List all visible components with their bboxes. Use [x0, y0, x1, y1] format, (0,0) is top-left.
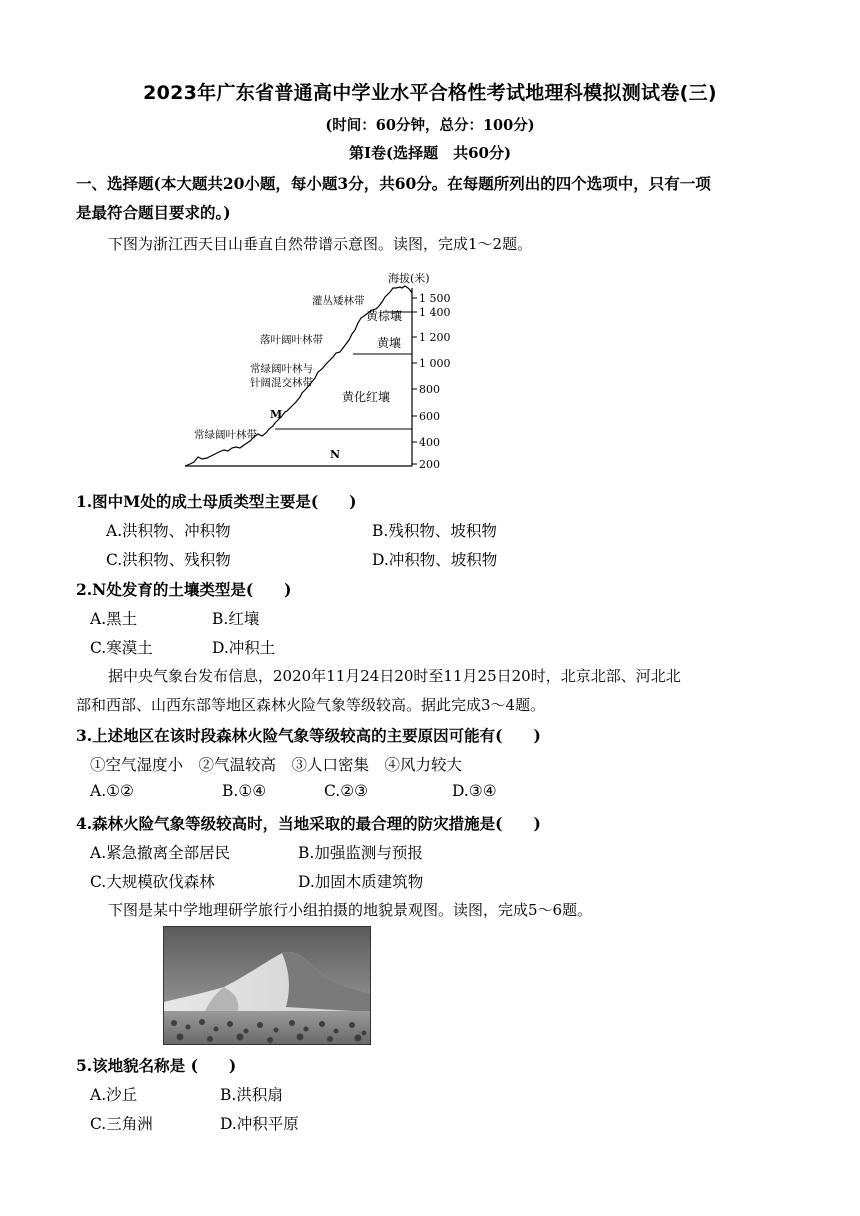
time-info: (时间：60分钟，总分：100分) — [325, 117, 535, 134]
q2-option-a: A.黑土 — [90, 610, 138, 628]
tick-label-200: 200 — [419, 458, 440, 471]
section-instructions-line2: 是最符合题目要求的。) — [76, 203, 231, 222]
veg-label-shrub: 灌丛矮林带 — [312, 295, 365, 307]
q4-option-a: A.紧急撤离全部居民 — [90, 844, 231, 862]
q3-option-a: A.①② — [90, 782, 134, 800]
veg-label-mixed-1: 常绿阔叶林与 — [250, 363, 313, 375]
tick-label-600: 600 — [419, 410, 440, 423]
q3-items: ①空气湿度小 ②气温较高 ③人口密集 ④风力较大 — [90, 756, 463, 774]
q1-option-b: B.残积物、坡积物 — [372, 522, 497, 540]
q3-option-c: C.②③ — [324, 782, 369, 800]
q1-stem: 1.图中M处的成土母质类型主要是( ) — [76, 492, 357, 511]
tick-label-1000: 1 000 — [419, 357, 451, 370]
q5-option-a: A.沙丘 — [90, 1086, 138, 1104]
soil-label-yellowish-red: 黄化红壤 — [342, 390, 391, 404]
tick-label-400: 400 — [419, 436, 440, 449]
exam-title: 2023年广东省普通高中学业水平合格性考试地理科模拟测试卷(三) — [143, 82, 717, 104]
q3-stem: 3.上述地区在该时段森林火险气象等级较高的主要原因可能有( ) — [76, 726, 541, 745]
tick-label-1400: 1 400 — [419, 306, 451, 319]
axis-title: 海拔(米) — [388, 272, 430, 285]
section-instructions-line1: 一、选择题(本大题共20小题，每小题3分，共60分。在每题所列出的四个选项中，只有一项 — [76, 174, 711, 193]
q1-option-c: C.洪积物、残积物 — [106, 551, 231, 569]
q5-option-d: D.冲积平原 — [220, 1115, 299, 1133]
q2-option-c: C.寒漠土 — [90, 639, 153, 657]
q3-option-d: D.③④ — [452, 782, 497, 800]
q2-stem: 2.N处发育的土壤类型是( ) — [76, 580, 292, 599]
veg-label-evergreen: 常绿阔叶林带 — [194, 429, 257, 441]
tick-label-800: 800 — [419, 383, 440, 396]
veg-label-deciduous: 落叶阔叶林带 — [260, 334, 323, 346]
q4-option-c: C.大规模砍伐森林 — [90, 873, 215, 891]
tick-label-1500: 1 500 — [419, 292, 451, 305]
q4-option-b: B.加强监测与预报 — [298, 844, 423, 862]
q1-option-d: D.冲积物、坡积物 — [372, 551, 498, 569]
tick-label-1200: 1 200 — [419, 331, 451, 344]
q2-option-b: B.红壤 — [212, 610, 260, 628]
intro2-line2: 部和西部、山西东部等地区森林火险气象等级较高。据此完成3～4题。 — [76, 696, 546, 714]
marker-m: M — [270, 408, 283, 421]
soil-label-yellow: 黄壤 — [377, 336, 402, 350]
q2-option-d: D.冲积土 — [212, 639, 276, 657]
q5-stem: 5.该地貌名称是 ( ) — [76, 1056, 237, 1075]
figure1-intro: 下图为浙江西天目山垂直自然带谱示意图。读图，完成1～2题。 — [108, 235, 533, 253]
sand-dune-photo — [163, 926, 371, 1045]
veg-label-mixed-2: 针阔混交林带 — [250, 377, 313, 389]
part-title: 第Ⅰ卷(选择题 共60分) — [348, 144, 512, 162]
vertical-zone-diagram — [180, 266, 470, 476]
q5-option-b: B.洪积扇 — [220, 1086, 283, 1104]
q4-option-d: D.加固木质建筑物 — [298, 873, 424, 891]
q3-option-b: B.①④ — [222, 782, 267, 800]
intro2-line1: 据中央气象台发布信息，2020年11月24日20时至11月25日20时，北京北部、河北北 — [108, 667, 681, 685]
soil-label-yellow-brown: 黄棕壤 — [366, 309, 403, 323]
q4-stem: 4.森林火险气象等级较高时，当地采取的最合理的防灾措施是( ) — [76, 814, 541, 833]
q5-option-c: C.三角洲 — [90, 1115, 153, 1133]
soil-label-n: N — [330, 448, 341, 461]
q1-option-a: A.洪积物、冲积物 — [106, 522, 231, 540]
figure2-intro: 下图是某中学地理研学旅行小组拍摄的地貌景观图。读图，完成5～6题。 — [108, 901, 593, 919]
